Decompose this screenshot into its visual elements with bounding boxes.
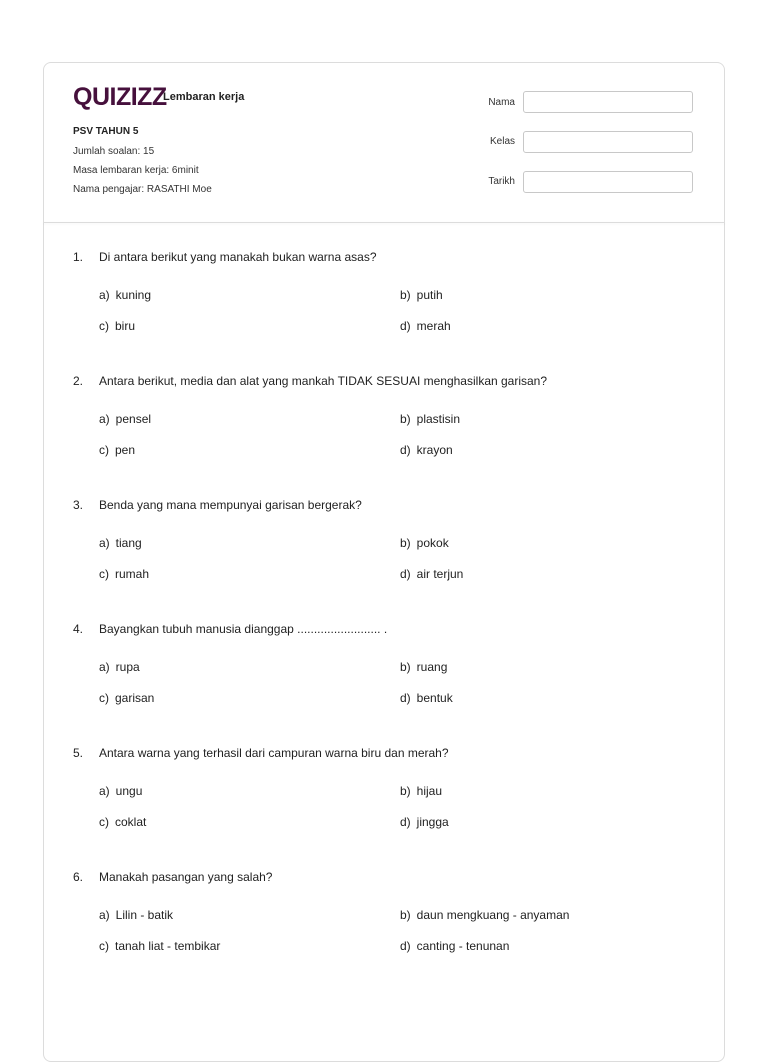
question-number: 3.: [73, 498, 84, 512]
option-letter: b): [400, 784, 411, 798]
class-field[interactable]: [523, 131, 693, 153]
option-b: [400, 784, 442, 798]
option-letter: d): [400, 815, 411, 829]
option-b: [400, 660, 447, 674]
question-number: 6.: [73, 870, 84, 884]
option-d: [400, 815, 449, 829]
option-b: [400, 288, 443, 302]
option-c: [99, 815, 146, 829]
option-a: [99, 784, 142, 798]
name-label: Nama: [488, 97, 515, 108]
option-d: [400, 691, 453, 705]
option-text: ungu: [115, 784, 143, 798]
worksheet-duration: Masa lembaran kerja: 6minit: [73, 165, 199, 176]
option-text: plastisin: [416, 412, 461, 426]
question-count: Jumlah soalan: 15: [73, 146, 155, 157]
option-text: Lilin - batik: [115, 908, 174, 922]
option-b: [400, 908, 569, 922]
worksheet-title: PSV TAHUN 5: [73, 126, 139, 137]
option-letter: b): [400, 908, 411, 922]
option-c: [99, 319, 135, 333]
option-a: [99, 908, 173, 922]
option-text: krayon: [416, 443, 453, 457]
option-letter: b): [400, 288, 411, 302]
option-b: [400, 536, 449, 550]
option-text: canting - tenunan: [416, 939, 510, 953]
option-letter: b): [400, 536, 411, 550]
option-letter: a): [99, 412, 110, 426]
option-letter: a): [99, 288, 110, 302]
date-field[interactable]: [523, 171, 693, 193]
option-letter: c): [99, 567, 109, 581]
question-text: Antara warna yang terhasil dari campuran warna biru dan merah?: [99, 746, 449, 760]
option-c: [99, 567, 149, 581]
question-text: Bayangkan tubuh manusia dianggap ......................... .: [99, 622, 388, 636]
question-number: 4.: [73, 622, 84, 636]
option-text: hijau: [416, 784, 443, 798]
option-text: daun mengkuang - anyaman: [416, 908, 570, 922]
option-text: tanah liat - tembikar: [115, 939, 221, 953]
option-letter: a): [99, 660, 110, 674]
question-number: 1.: [73, 250, 84, 264]
option-text: garisan: [115, 691, 155, 705]
worksheet-label: Lembaran kerja: [163, 91, 245, 103]
option-letter: d): [400, 443, 411, 457]
question-number: 2.: [73, 374, 84, 388]
option-letter: c): [99, 319, 109, 333]
option-a: [99, 660, 140, 674]
option-letter: b): [400, 660, 411, 674]
header-divider: [43, 222, 725, 223]
option-letter: c): [99, 443, 109, 457]
option-letter: d): [400, 939, 411, 953]
question-text: Manakah pasangan yang salah?: [99, 870, 273, 884]
option-text: pen: [115, 443, 136, 457]
option-letter: c): [99, 815, 109, 829]
option-d: [400, 567, 463, 581]
option-letter: d): [400, 691, 411, 705]
option-d: [400, 939, 509, 953]
option-text: putih: [416, 288, 443, 302]
option-text: jingga: [416, 815, 449, 829]
option-d: [400, 443, 453, 457]
question-text: Di antara berikut yang manakah bukan warna asas?: [99, 250, 377, 264]
option-letter: a): [99, 908, 110, 922]
option-letter: d): [400, 319, 411, 333]
option-c: [99, 443, 135, 457]
option-a: [99, 288, 151, 302]
option-letter: a): [99, 536, 110, 550]
option-text: biru: [115, 319, 136, 333]
teacher-name: Nama pengajar: RASATHI Moe: [73, 184, 212, 195]
option-text: pokok: [416, 536, 449, 550]
option-text: pensel: [115, 412, 152, 426]
option-text: merah: [416, 319, 451, 333]
option-letter: c): [99, 691, 109, 705]
class-label: Kelas: [489, 136, 515, 147]
option-text: tiang: [115, 536, 142, 550]
option-b: [400, 412, 460, 426]
option-letter: d): [400, 567, 411, 581]
option-d: [400, 319, 451, 333]
option-text: rumah: [115, 567, 150, 581]
option-letter: c): [99, 939, 109, 953]
option-c: [99, 691, 154, 705]
question-text: Antara berikut, media dan alat yang mankah TIDAK SESUAI menghasilkan garisan?: [99, 374, 548, 388]
quizizz-logo: QUIZIZZ: [73, 83, 167, 111]
option-text: air terjun: [416, 567, 464, 581]
option-a: [99, 412, 151, 426]
option-text: rupa: [115, 660, 140, 674]
date-label: Tarikh: [488, 176, 515, 187]
option-c: [99, 939, 220, 953]
question-number: 5.: [73, 746, 84, 760]
option-text: kuning: [115, 288, 152, 302]
option-a: [99, 536, 142, 550]
question-text: Benda yang mana mempunyai garisan bergerak?: [99, 498, 362, 512]
option-text: ruang: [416, 660, 448, 674]
option-letter: b): [400, 412, 411, 426]
name-field[interactable]: [523, 91, 693, 113]
option-letter: a): [99, 784, 110, 798]
option-text: coklat: [115, 815, 147, 829]
option-text: bentuk: [416, 691, 453, 705]
